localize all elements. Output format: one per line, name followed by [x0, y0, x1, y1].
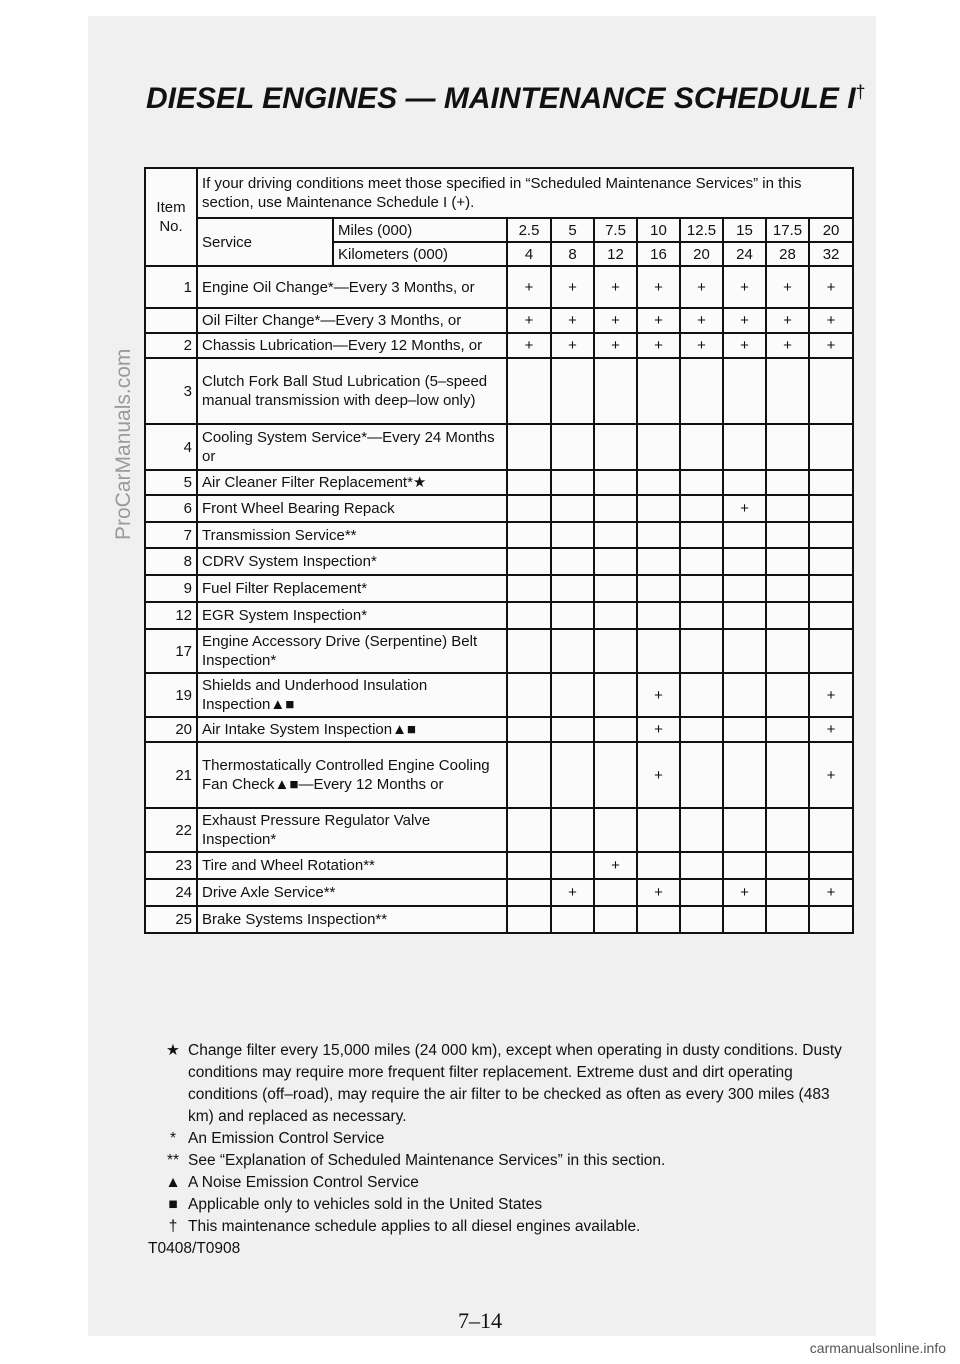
interval-mark	[507, 879, 551, 906]
interval-mark	[809, 629, 853, 673]
item-number: 17	[145, 629, 197, 673]
interval-mark: +	[723, 879, 766, 906]
table-row	[145, 358, 853, 424]
item-number: 24	[145, 879, 197, 906]
interval-mark	[809, 602, 853, 629]
interval-mark: +	[551, 879, 594, 906]
interval-mark	[551, 673, 594, 717]
table-row	[145, 548, 853, 575]
interval-mark	[766, 575, 809, 602]
service-header: Service	[197, 218, 333, 266]
miles-value: 12.5	[680, 218, 723, 242]
item-number: 6	[145, 495, 197, 522]
footnotes	[158, 1040, 858, 1238]
interval-mark	[809, 358, 853, 424]
service-description: Transmission Service**	[197, 522, 507, 548]
interval-mark	[723, 575, 766, 602]
interval-mark	[766, 358, 809, 424]
table-row	[145, 673, 853, 717]
interval-mark: +	[809, 879, 853, 906]
interval-mark	[723, 808, 766, 852]
interval-mark	[723, 906, 766, 933]
title-text: DIESEL ENGINES — MAINTENANCE SCHEDULE I	[146, 82, 856, 115]
interval-mark	[680, 470, 723, 495]
miles-value: 2.5	[507, 218, 551, 242]
interval-mark	[723, 852, 766, 879]
interval-mark: +	[637, 879, 680, 906]
service-description: Fuel Filter Replacement*	[197, 575, 507, 602]
item-number: 20	[145, 717, 197, 742]
interval-mark	[637, 548, 680, 575]
interval-mark	[637, 575, 680, 602]
interval-mark: +	[637, 742, 680, 808]
interval-mark	[594, 717, 637, 742]
interval-mark	[723, 717, 766, 742]
interval-mark	[551, 495, 594, 522]
interval-mark: +	[766, 333, 809, 358]
interval-mark	[507, 424, 551, 470]
interval-mark: +	[637, 266, 680, 308]
miles-value: 20	[809, 218, 853, 242]
item-number: 22	[145, 808, 197, 852]
interval-mark	[723, 548, 766, 575]
miles-value: 7.5	[594, 218, 637, 242]
item-number: 8	[145, 548, 197, 575]
interval-mark	[637, 602, 680, 629]
interval-mark	[766, 717, 809, 742]
service-description: Thermostatically Controlled Engine Cooling Fan Check▲■—Every 12 Months or	[197, 742, 507, 808]
interval-mark: +	[594, 852, 637, 879]
interval-mark	[680, 629, 723, 673]
interval-mark	[723, 522, 766, 548]
interval-mark: +	[637, 717, 680, 742]
footnote	[158, 1216, 858, 1238]
table-row	[145, 602, 853, 629]
footnote-symbol: ★	[166, 1042, 180, 1059]
service-description: Cooling System Service*—Every 24 Months or	[197, 424, 507, 470]
interval-mark	[507, 808, 551, 852]
interval-mark	[766, 742, 809, 808]
km-value: 32	[809, 242, 853, 266]
interval-mark	[723, 629, 766, 673]
interval-mark	[809, 470, 853, 495]
interval-mark	[594, 522, 637, 548]
footnote-text: Applicable only to vehicles sold in the United States	[188, 1196, 543, 1213]
interval-mark	[551, 906, 594, 933]
interval-mark	[680, 808, 723, 852]
interval-mark	[723, 742, 766, 808]
interval-mark	[809, 522, 853, 548]
item-number: 1	[145, 266, 197, 308]
interval-mark	[507, 742, 551, 808]
interval-mark: +	[551, 266, 594, 308]
document-code: T0408/T0908	[148, 1240, 241, 1257]
interval-mark	[594, 742, 637, 808]
interval-mark	[766, 522, 809, 548]
interval-mark	[723, 424, 766, 470]
footnote-symbol: ■	[168, 1196, 178, 1213]
miles-header: Miles (000)	[333, 218, 507, 242]
interval-mark: +	[637, 308, 680, 333]
interval-mark: +	[809, 308, 853, 333]
interval-mark	[680, 522, 723, 548]
interval-mark: +	[723, 333, 766, 358]
table-row	[145, 266, 853, 308]
interval-mark	[766, 602, 809, 629]
interval-mark	[723, 673, 766, 717]
interval-mark	[507, 852, 551, 879]
footnote-text: See “Explanation of Scheduled Maintenance Services” in this section.	[188, 1152, 666, 1169]
interval-mark	[723, 358, 766, 424]
footnote	[158, 1040, 858, 1128]
interval-mark	[551, 629, 594, 673]
footnote	[158, 1172, 858, 1194]
interval-mark	[723, 470, 766, 495]
table-row	[145, 717, 853, 742]
table-row	[145, 470, 853, 495]
service-description: Exhaust Pressure Regulator Valve Inspection*	[197, 808, 507, 852]
interval-mark	[507, 358, 551, 424]
interval-mark	[766, 673, 809, 717]
item-number: 3	[145, 358, 197, 424]
item-number: 21	[145, 742, 197, 808]
interval-mark	[680, 424, 723, 470]
item-no-header: Item No.	[145, 168, 197, 266]
schedule-intro: If your driving conditions meet those specified in “Scheduled Maintenance Services” in this section, use Maintenance Schedule I (+).	[197, 168, 853, 218]
bottom-watermark: carmanualsonline.info	[809, 1340, 946, 1356]
interval-mark: +	[723, 495, 766, 522]
interval-mark	[637, 424, 680, 470]
item-number: 5	[145, 470, 197, 495]
interval-mark: +	[507, 308, 551, 333]
service-description: Oil Filter Change*—Every 3 Months, or	[197, 308, 507, 333]
interval-mark	[594, 575, 637, 602]
service-description: Air Intake System Inspection▲■	[197, 717, 507, 742]
interval-mark	[766, 808, 809, 852]
interval-mark	[551, 602, 594, 629]
interval-mark	[680, 673, 723, 717]
interval-mark	[637, 808, 680, 852]
interval-mark: +	[809, 717, 853, 742]
page-number: 7–14	[458, 1308, 502, 1333]
miles-value: 5	[551, 218, 594, 242]
interval-mark	[680, 852, 723, 879]
interval-mark: +	[766, 308, 809, 333]
item-number: 23	[145, 852, 197, 879]
interval-mark	[594, 629, 637, 673]
interval-mark	[594, 906, 637, 933]
interval-mark: +	[809, 673, 853, 717]
interval-mark: +	[723, 266, 766, 308]
service-description: CDRV System Inspection*	[197, 548, 507, 575]
footnote	[158, 1194, 858, 1216]
interval-mark: +	[551, 333, 594, 358]
item-number: 4	[145, 424, 197, 470]
interval-mark	[637, 906, 680, 933]
interval-mark	[809, 852, 853, 879]
interval-mark	[551, 548, 594, 575]
interval-mark	[637, 522, 680, 548]
side-watermark: ProCarManuals.com	[112, 348, 135, 540]
table-row	[145, 575, 853, 602]
interval-mark	[594, 808, 637, 852]
interval-mark	[594, 602, 637, 629]
service-description: Shields and Underhood Insulation Inspection▲■	[197, 673, 507, 717]
table-row	[145, 333, 853, 358]
interval-mark	[766, 495, 809, 522]
km-value: 4	[507, 242, 551, 266]
table-row	[145, 879, 853, 906]
interval-mark	[637, 852, 680, 879]
table-row	[145, 495, 853, 522]
interval-mark	[680, 358, 723, 424]
interval-mark	[507, 673, 551, 717]
interval-mark: +	[507, 333, 551, 358]
interval-mark	[680, 602, 723, 629]
km-value: 16	[637, 242, 680, 266]
interval-mark	[507, 906, 551, 933]
service-description: Clutch Fork Ball Stud Lubrication (5–speed manual transmission with deep–low only)	[197, 358, 507, 424]
item-number	[145, 308, 197, 333]
footnote	[158, 1150, 858, 1172]
page-title	[146, 82, 866, 116]
service-description: Brake Systems Inspection**	[197, 906, 507, 933]
table-row	[145, 808, 853, 852]
miles-value: 10	[637, 218, 680, 242]
km-value: 20	[680, 242, 723, 266]
footnote-symbol: **	[166, 1152, 180, 1169]
interval-mark	[594, 470, 637, 495]
service-description: Engine Oil Change*—Every 3 Months, or	[197, 266, 507, 308]
interval-mark	[809, 424, 853, 470]
service-description: Front Wheel Bearing Repack	[197, 495, 507, 522]
km-value: 8	[551, 242, 594, 266]
interval-mark	[809, 548, 853, 575]
interval-mark: +	[594, 333, 637, 358]
service-description: Chassis Lubrication—Every 12 Months, or	[197, 333, 507, 358]
interval-mark	[551, 742, 594, 808]
interval-mark	[680, 717, 723, 742]
footnote-text: Change filter every 15,000 miles (24 000 km), except when operating in dusty conditions. Dusty conditions may require more frequent filter replacement. Extreme dust and dirt operating conditions (off–road), may require the air filter to be checked as often as every 300 miles (483 km) and replaced as necessary.	[188, 1042, 842, 1125]
interval-mark: +	[809, 266, 853, 308]
interval-mark	[680, 742, 723, 808]
interval-mark	[594, 358, 637, 424]
interval-mark	[766, 852, 809, 879]
interval-mark	[680, 879, 723, 906]
interval-mark	[507, 629, 551, 673]
interval-mark	[809, 575, 853, 602]
title-dagger: †	[855, 82, 866, 102]
service-description: EGR System Inspection*	[197, 602, 507, 629]
interval-mark	[507, 717, 551, 742]
interval-mark: +	[637, 333, 680, 358]
km-header: Kilometers (000)	[333, 242, 507, 266]
interval-mark	[766, 879, 809, 906]
table-row	[145, 424, 853, 470]
interval-mark: +	[680, 308, 723, 333]
interval-mark	[809, 906, 853, 933]
maintenance-schedule-table	[144, 167, 854, 934]
interval-mark	[766, 470, 809, 495]
interval-mark	[594, 495, 637, 522]
interval-mark: +	[723, 308, 766, 333]
table-row	[145, 629, 853, 673]
km-value: 28	[766, 242, 809, 266]
interval-mark	[723, 602, 766, 629]
footnote-symbol: †	[168, 1218, 178, 1235]
interval-mark: +	[680, 333, 723, 358]
interval-mark	[594, 673, 637, 717]
interval-mark: +	[594, 308, 637, 333]
service-description: Tire and Wheel Rotation**	[197, 852, 507, 879]
footnote-text: An Emission Control Service	[188, 1130, 385, 1147]
interval-mark: +	[809, 333, 853, 358]
interval-mark	[766, 548, 809, 575]
table-row	[145, 308, 853, 333]
service-description: Engine Accessory Drive (Serpentine) Belt Inspection*	[197, 629, 507, 673]
interval-mark	[766, 906, 809, 933]
interval-mark	[637, 629, 680, 673]
interval-mark	[551, 522, 594, 548]
interval-mark	[507, 470, 551, 495]
item-number: 12	[145, 602, 197, 629]
interval-mark	[551, 575, 594, 602]
table-row	[145, 742, 853, 808]
service-description: Drive Axle Service**	[197, 879, 507, 906]
interval-mark	[507, 602, 551, 629]
interval-mark: +	[809, 742, 853, 808]
interval-mark	[637, 470, 680, 495]
interval-mark	[680, 575, 723, 602]
table-row	[145, 522, 853, 548]
interval-mark	[551, 358, 594, 424]
interval-mark	[551, 717, 594, 742]
interval-mark	[507, 548, 551, 575]
km-value: 24	[723, 242, 766, 266]
interval-mark	[680, 495, 723, 522]
footnote-text: A Noise Emission Control Service	[188, 1174, 419, 1191]
footnote-symbol: ▲	[165, 1174, 181, 1191]
interval-mark	[551, 808, 594, 852]
interval-mark: +	[507, 266, 551, 308]
miles-value: 17.5	[766, 218, 809, 242]
interval-mark	[551, 852, 594, 879]
interval-mark	[507, 495, 551, 522]
footnote-text: This maintenance schedule applies to all diesel engines available.	[188, 1218, 641, 1235]
interval-mark	[594, 879, 637, 906]
interval-mark	[809, 495, 853, 522]
km-value: 12	[594, 242, 637, 266]
interval-mark	[637, 495, 680, 522]
table-row	[145, 906, 853, 933]
miles-value: 15	[723, 218, 766, 242]
interval-mark: +	[680, 266, 723, 308]
footnote	[158, 1128, 858, 1150]
table-row	[145, 852, 853, 879]
item-number: 2	[145, 333, 197, 358]
interval-mark	[507, 522, 551, 548]
interval-mark	[551, 470, 594, 495]
interval-mark	[507, 575, 551, 602]
interval-mark: +	[766, 266, 809, 308]
interval-mark	[680, 548, 723, 575]
item-number: 9	[145, 575, 197, 602]
item-number: 7	[145, 522, 197, 548]
interval-mark: +	[637, 673, 680, 717]
interval-mark	[766, 629, 809, 673]
interval-mark	[594, 424, 637, 470]
item-number: 19	[145, 673, 197, 717]
interval-mark	[680, 906, 723, 933]
footnote-symbol: *	[169, 1130, 177, 1147]
interval-mark	[766, 424, 809, 470]
interval-mark	[809, 808, 853, 852]
item-number: 25	[145, 906, 197, 933]
interval-mark	[594, 548, 637, 575]
interval-mark: +	[594, 266, 637, 308]
interval-mark: +	[551, 308, 594, 333]
service-description: Air Cleaner Filter Replacement*★	[197, 470, 507, 495]
interval-mark	[551, 424, 594, 470]
interval-mark	[637, 358, 680, 424]
